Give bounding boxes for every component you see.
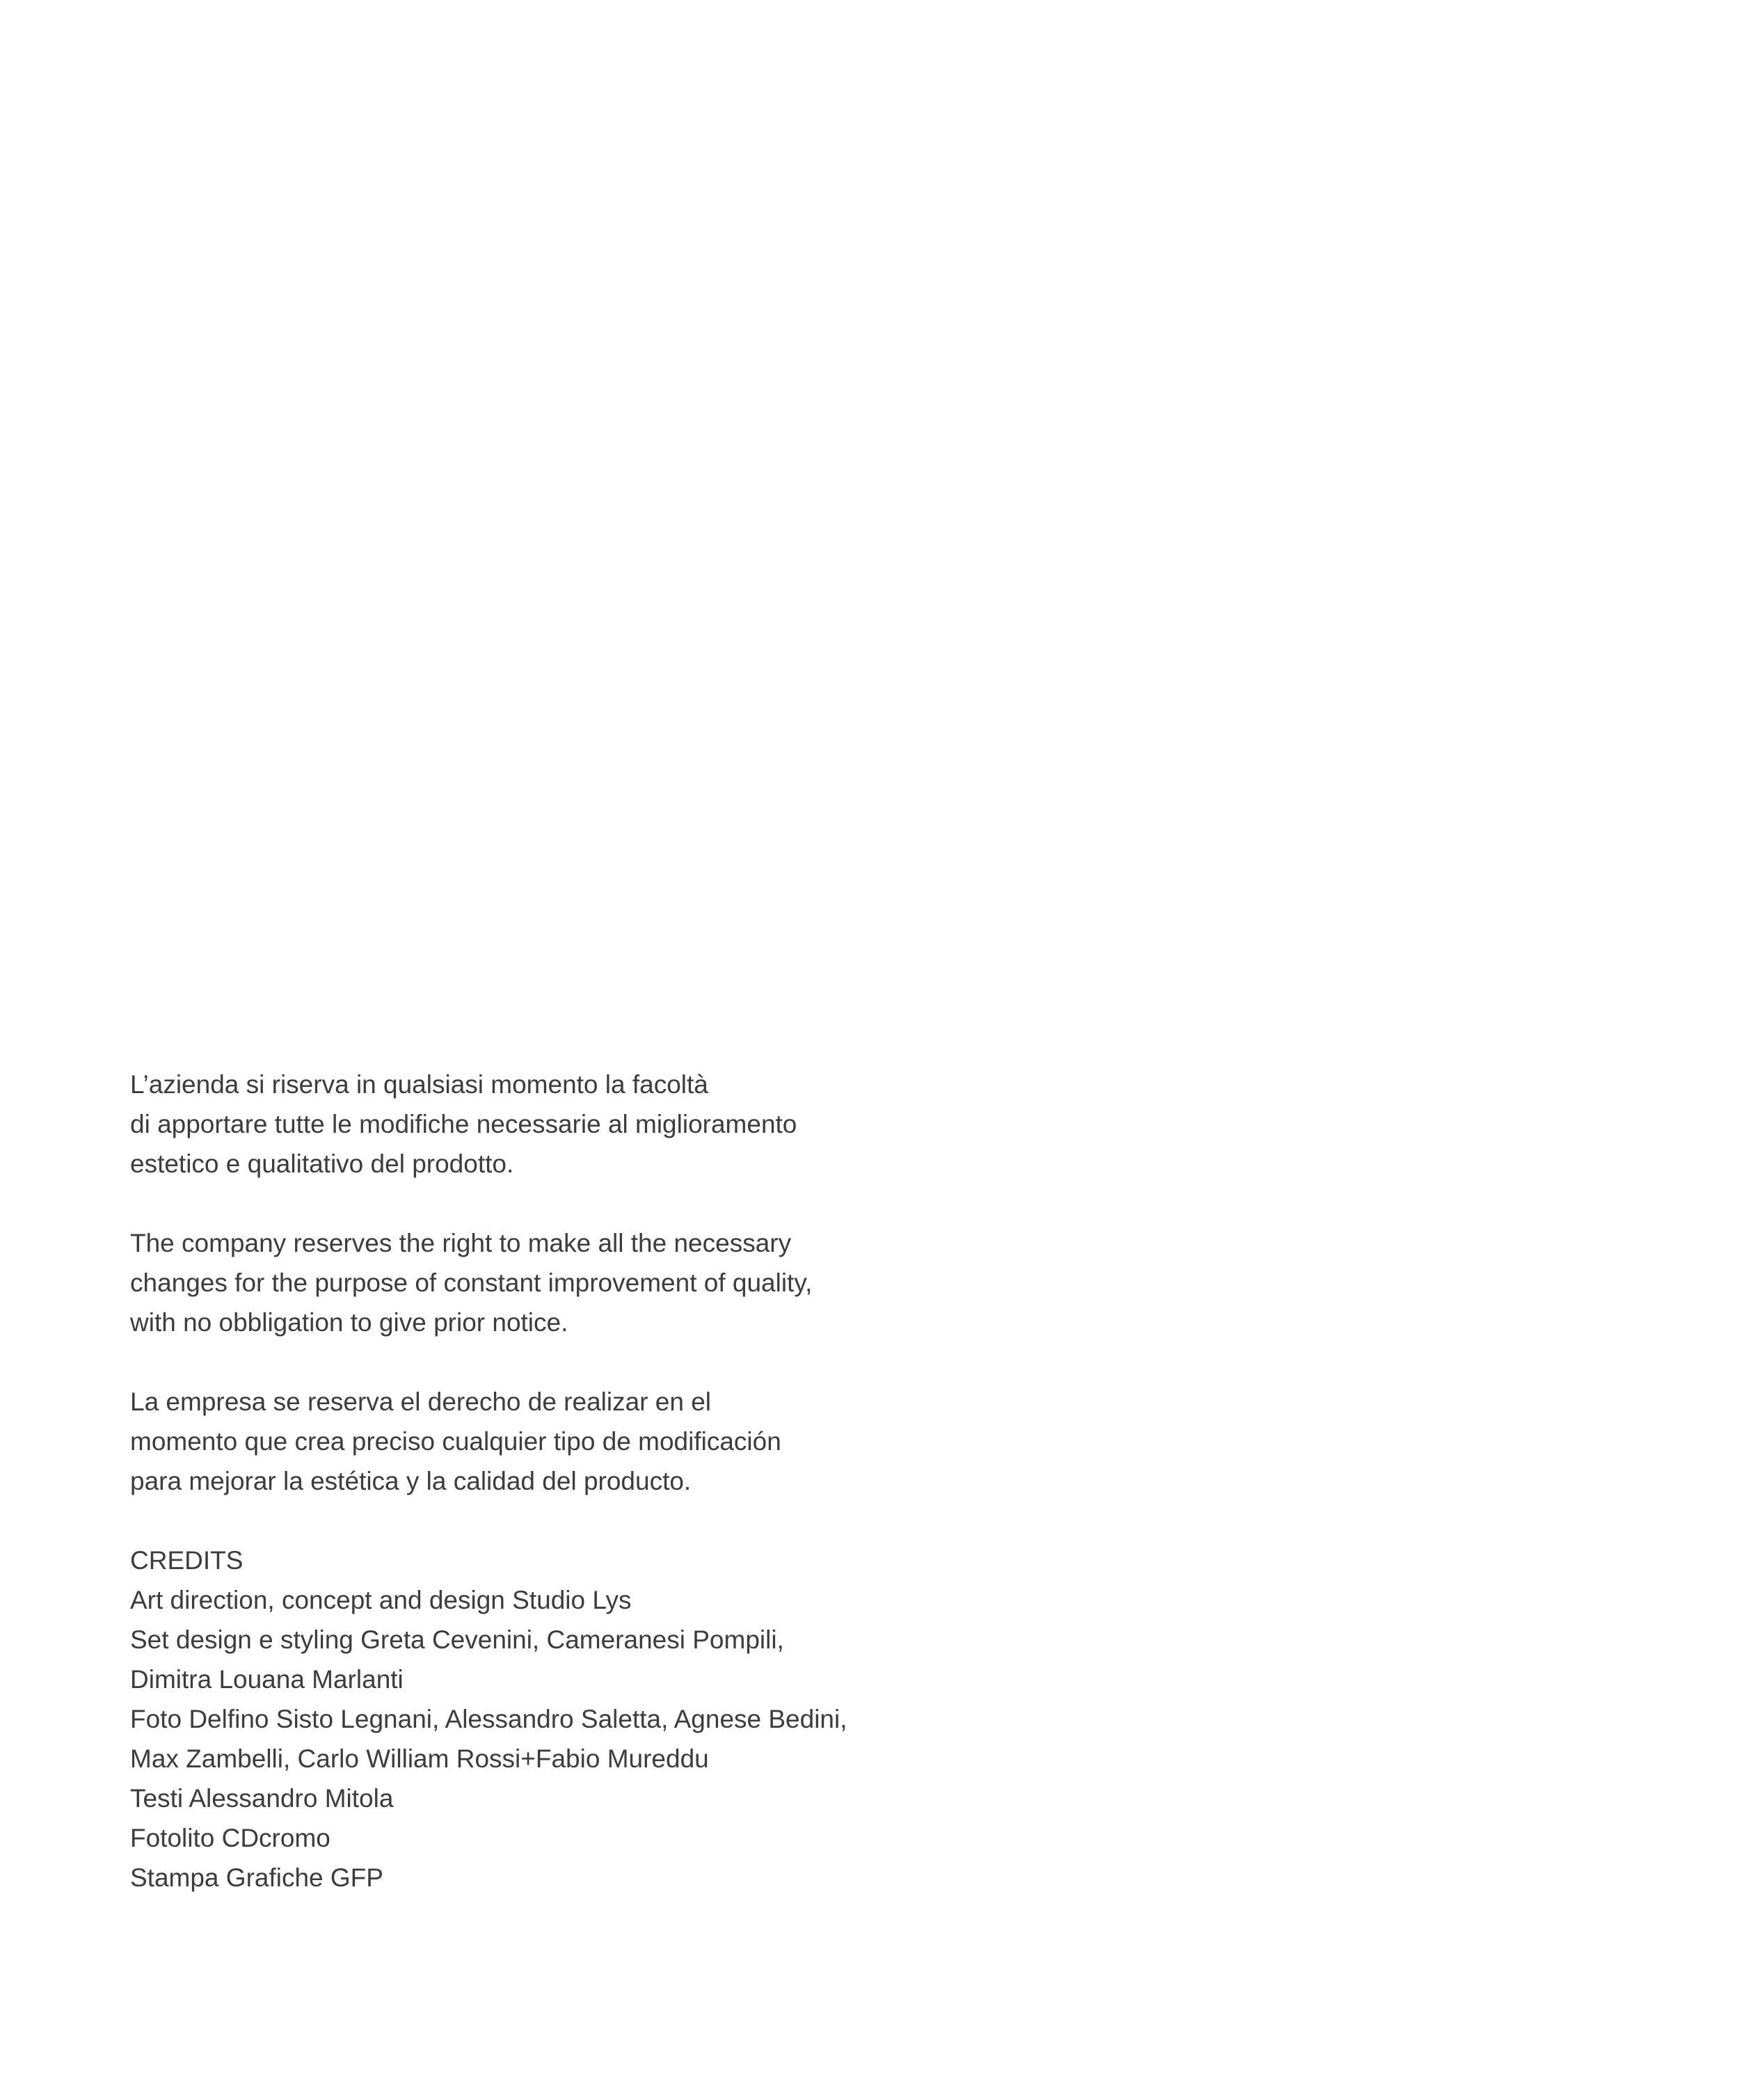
credits-heading: CREDITS	[130, 1546, 244, 1575]
notice-english	[130, 1223, 1035, 1342]
credits-line: Stampa Grafiche GFP	[130, 1863, 383, 1892]
notice-line: L’azienda si riserva in qualsiasi momento la facoltà	[130, 1070, 708, 1099]
credits-line: Max Zambelli, Carlo William Rossi+Fabio Mureddu	[130, 1744, 709, 1773]
credits-line: Foto Delfino Sisto Legnani, Alessandro Saletta, Agnese Bedini,	[130, 1705, 847, 1733]
credits-line: Set design e styling Greta Cevenini, Cameranesi Pompili,	[130, 1625, 784, 1654]
text-column	[130, 1065, 1035, 1937]
notice-line: The company reserves the right to make all the necessary	[130, 1229, 792, 1257]
notice-line: momento que crea preciso cualquier tipo de modificación	[130, 1427, 781, 1456]
credits-line: Art direction, concept and design Studio Lys	[130, 1586, 632, 1614]
credits-line: Testi Alessandro Mitola	[130, 1784, 394, 1813]
notice-line: estetico e qualitativo del prodotto.	[130, 1150, 514, 1178]
notice-italian	[130, 1065, 1035, 1184]
credits-line: Fotolito CDcromo	[130, 1824, 330, 1852]
notice-line: di apportare tutte le modifiche necessarie al miglioramento	[130, 1110, 797, 1138]
notice-spanish	[130, 1382, 1035, 1501]
notice-line: with no obbligation to give prior notice.	[130, 1308, 568, 1337]
credits-section	[130, 1541, 1035, 1898]
notice-line: changes for the purpose of constant improvement of quality,	[130, 1268, 813, 1297]
credits-line: Dimitra Louana Marlanti	[130, 1665, 404, 1694]
notice-line: La empresa se reserva el derecho de realizar en el	[130, 1387, 712, 1416]
notice-line: para mejorar la estética y la calidad del producto.	[130, 1467, 692, 1495]
